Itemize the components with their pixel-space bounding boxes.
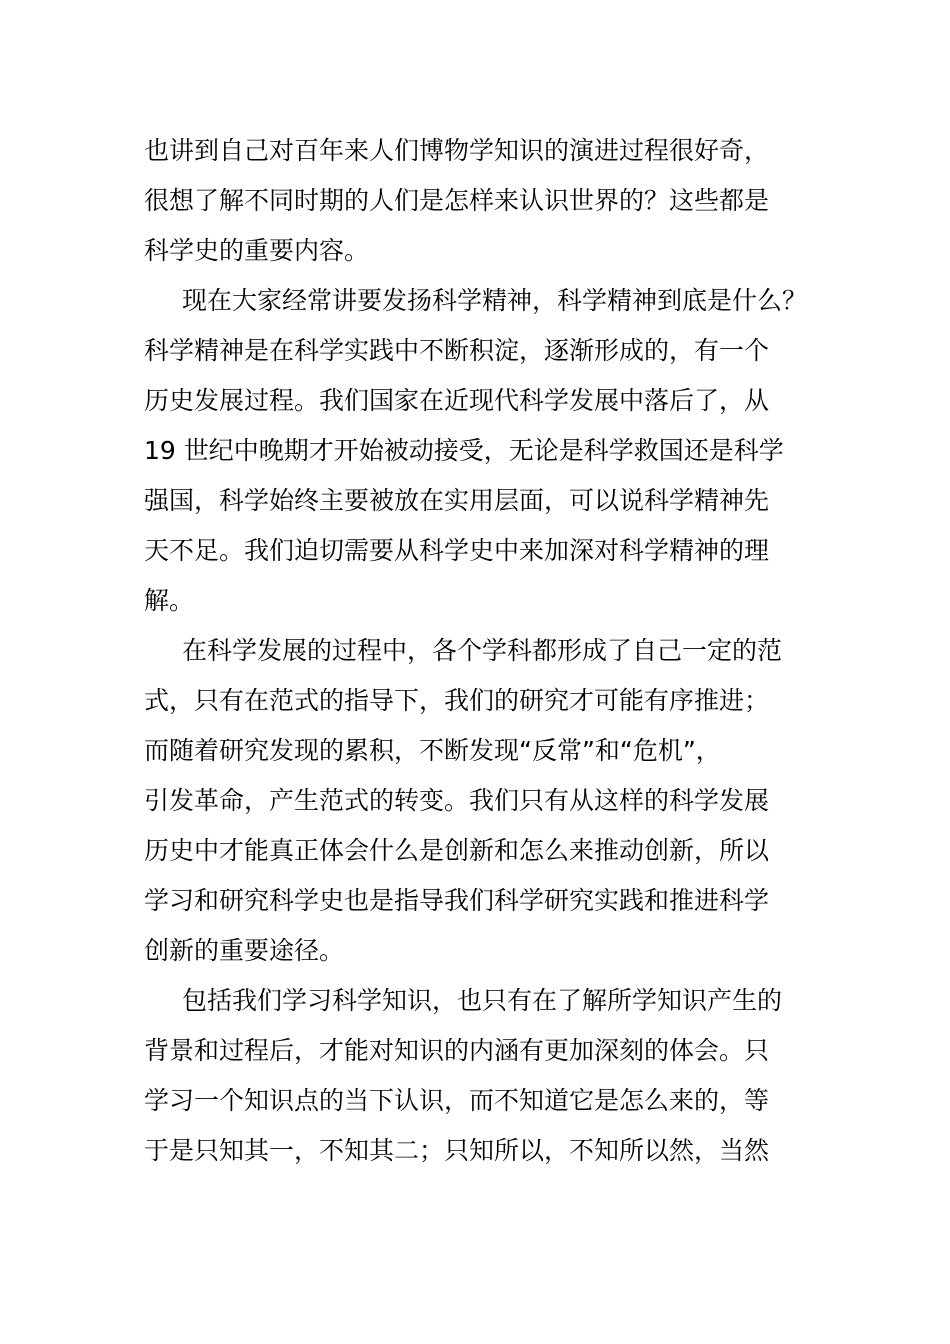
text-line: 现在大家经常讲要发扬科学精神，科学精神到底是什么？ bbox=[182, 286, 808, 315]
text-line: 历史发展过程。我们国家在近现代科学发展中落后了，从 bbox=[144, 386, 770, 415]
text-line: 科学史的重要内容。 bbox=[144, 236, 370, 265]
text-line: 学习和研究科学史也是指导我们科学研究实践和推进科学 bbox=[144, 886, 770, 915]
text-line: 于是只知其一，不知其二；只知所以，不知所以然，当然 bbox=[144, 1136, 770, 1165]
text-line: 学习一个知识点的当下认识，而不知道它是怎么来的，等 bbox=[144, 1086, 770, 1115]
text-line: 背景和过程后，才能对知识的内涵有更加深刻的体会。只 bbox=[144, 1036, 770, 1065]
text-line: 而随着研究发现的累积，不断发现“反常”和“危机”， bbox=[144, 736, 721, 765]
text-line: 也讲到自己对百年来人们博物学知识的演进过程很好奇， bbox=[144, 136, 770, 165]
text-line: 在科学发展的过程中，各个学科都形成了自己一定的范 bbox=[182, 636, 783, 665]
text-line: 19 世纪中晚期才开始被动接受，无论是科学救国还是科学 bbox=[144, 436, 784, 465]
text-line: 解。 bbox=[144, 586, 195, 615]
paragraph bbox=[144, 626, 814, 976]
text-line: 式，只有在范式的指导下，我们的研究才可能有序推进； bbox=[144, 686, 770, 715]
text-line: 包括我们学习科学知识，也只有在了解所学知识产生的 bbox=[182, 986, 783, 1015]
text-line: 强国，科学始终主要被放在实用层面，可以说科学精神先 bbox=[144, 486, 770, 515]
text-line: 天不足。我们迫切需要从科学史中来加深对科学精神的理 bbox=[144, 536, 770, 565]
text-line: 很想了解不同时期的人们是怎样来认识世界的？这些都是 bbox=[144, 186, 770, 215]
text-line: 引发革命，产生范式的转变。我们只有从这样的科学发展 bbox=[144, 786, 770, 815]
paragraph bbox=[144, 126, 814, 276]
text-line: 创新的重要途径。 bbox=[144, 936, 345, 965]
paragraph bbox=[144, 976, 814, 1176]
text-line: 历史中才能真正体会什么是创新和怎么来推动创新，所以 bbox=[144, 836, 770, 865]
paragraph bbox=[144, 276, 814, 626]
body-text bbox=[144, 126, 814, 1176]
text-line: 科学精神是在科学实践中不断积淀，逐渐形成的，有一个 bbox=[144, 336, 770, 365]
